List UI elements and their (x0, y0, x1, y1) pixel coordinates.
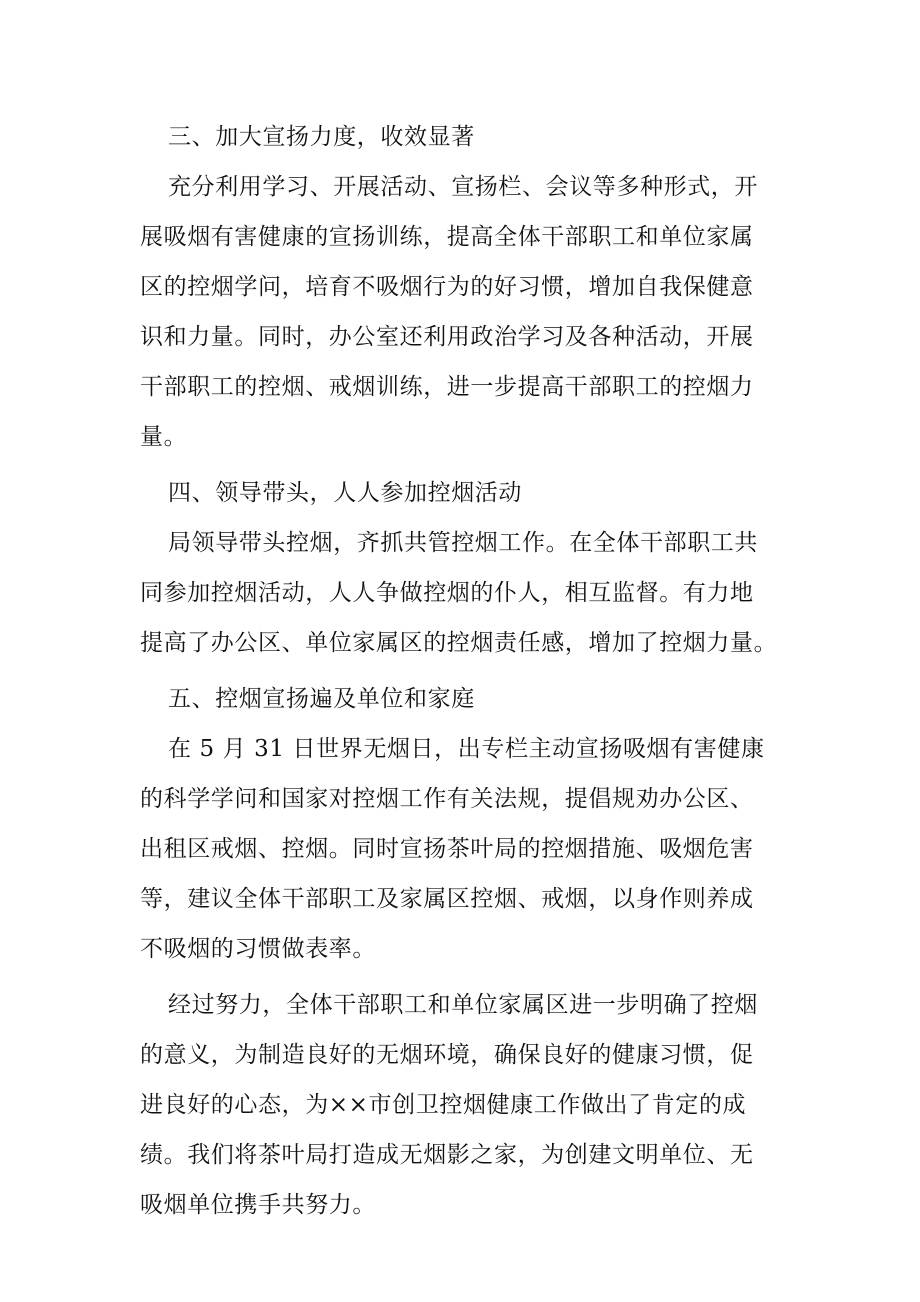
paragraph-line: 吸烟单位携手共努力。 (140, 1192, 376, 1218)
paragraph-line: 局领导带头控烟，齐抓共管控烟工作。在全体干部职工共 (168, 530, 758, 556)
paragraph-line: 量。 (140, 424, 188, 450)
paragraph-line: 干部职工的控烟、戒烟训练，进一步提高干部职工的控烟力 (140, 374, 754, 400)
section-heading: 四、领导带头，人人参加控烟活动 (168, 480, 522, 506)
paragraph-line: 的科学学问和国家对控烟工作有关法规，提倡规劝办公区、 (140, 786, 754, 812)
body-paragraph (140, 980, 790, 1230)
paragraph-line: 展吸烟有害健康的宣扬训练，提高全体干部职工和单位家属 (140, 224, 754, 250)
paragraph-line: 同参加控烟活动，人人争做控烟的仆人，相互监督。有力地 (140, 580, 754, 606)
paragraph-line: 提高了办公区、单位家属区的控烟责任感，增加了控烟力量。 (140, 630, 778, 656)
paragraph-line: 不吸烟的习惯做表率。 (140, 936, 376, 962)
paragraph-line: 识和力量。同时，办公室还利用政治学习及各种活动，开展 (140, 324, 754, 350)
paragraph-line: 进良好的心态，为××市创卫控烟健康工作做出了肯定的成 (140, 1092, 747, 1118)
section-heading: 五、控烟宣扬遍及单位和家庭 (168, 686, 475, 712)
document-body (140, 112, 790, 1236)
paragraph-line: 的意义，为制造良好的无烟环境，确保良好的健康习惯，促 (140, 1042, 754, 1068)
body-paragraph (140, 162, 790, 462)
paragraph-line: 区的控烟学问，培育不吸烟行为的好习惯，增加自我保健意 (140, 274, 754, 300)
paragraph-line: 等，建议全体干部职工及家属区控烟、戒烟，以身作则养成 (140, 886, 754, 912)
paragraph-line: 充分利用学习、开展活动、宣扬栏、会议等多种形式，开 (168, 174, 758, 200)
paragraph-line: 出租区戒烟、控烟。同时宣扬茶叶局的控烟措施、吸烟危害 (140, 836, 754, 862)
paragraph-line: 在 5 月 31 日世界无烟日，出专栏主动宣扬吸烟有害健康 (168, 736, 765, 762)
body-paragraph (140, 724, 790, 974)
paragraph-line: 经过努力，全体干部职工和单位家属区进一步明确了控烟 (168, 992, 758, 1018)
paragraph-line: 绩。我们将茶叶局打造成无烟影之家，为创建文明单位、无 (140, 1142, 754, 1168)
body-paragraph (140, 518, 790, 668)
section-heading: 三、加大宣扬力度，收效显著 (168, 124, 475, 150)
